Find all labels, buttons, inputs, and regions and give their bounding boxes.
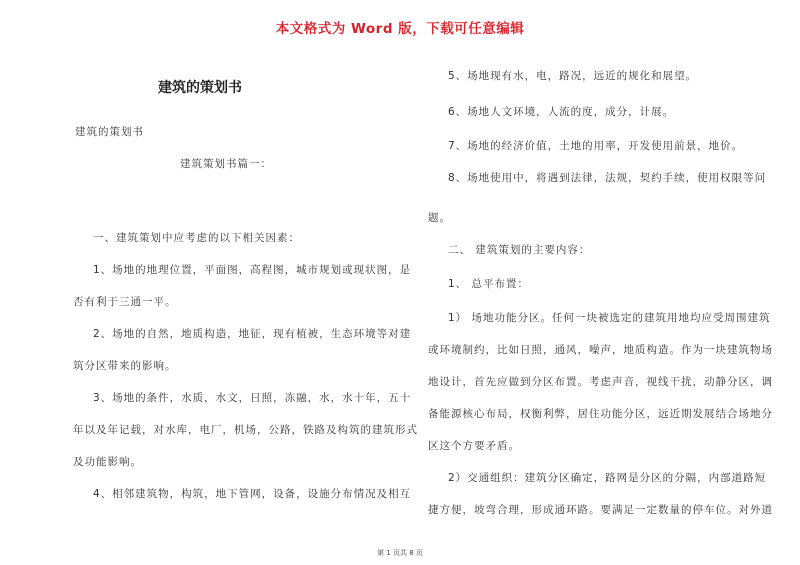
left-line: 建筑策划书篇一：	[180, 158, 272, 170]
left-line: 否有利于三通一平。	[73, 296, 177, 308]
left-line: 筑分区带来的影响。	[73, 360, 177, 372]
left-line: 一、建筑策划中应考虑的以下相关因素：	[93, 232, 300, 244]
right-line: 区这个方要矛盾。	[428, 440, 520, 452]
right-line: 题。	[428, 212, 451, 224]
word-format-banner: 本文格式为 Word 版，下载可任意编辑	[275, 21, 525, 37]
right-line: 地设计，首先应做到分区布置。考虑声音，视线干扰，动静分区，调	[428, 376, 773, 388]
left-line: 年以及年记载，对水库，电厂，机场，公路，铁路及构筑的建筑形式	[73, 424, 418, 436]
right-line: 1、 总平布置：	[448, 278, 530, 290]
left-line: 3、场地的条件，水质，水文，日照，冻融，水，水十年，五十	[93, 392, 412, 404]
left-line: 及功能影响。	[73, 456, 142, 468]
right-line: 2）交通组织：建筑分区确定，路网是分区的分隔，内部道路短	[448, 472, 767, 484]
left-line: 4、相邻建筑物，构筑，地下管网，设备，设施分布情况及相互	[93, 488, 412, 500]
right-line: 备能源核心布局，权衡利弊，居住功能分区，远近期发展结合场地分	[428, 408, 773, 420]
right-line: 1） 场地功能分区。任何一块被选定的建筑用地均应受周围建筑	[448, 312, 771, 324]
document-title: 建筑的策划书	[158, 80, 242, 96]
left-line: 1、场地的地理位置，平面图，高程图，城市规划或现状图，是	[93, 264, 412, 276]
right-line: 或环境制约，比如日照，通风，噪声，地质构造。作为一块建筑物场	[428, 344, 773, 356]
left-line: 2、场地的自然，地质构造，地征，现有植被，生态环境等对建	[93, 328, 412, 340]
page-footer: 第 1 页共 8 页	[377, 549, 423, 557]
right-line: 8、场地使用中，将遇到法律，法规，契约手续，使用权限等问	[448, 172, 767, 184]
right-line: 二、 建筑策划的主要内容：	[448, 244, 591, 256]
right-line: 7、场地的经济价值，土地的用率，开发使用前景，地价。	[448, 140, 744, 152]
right-line: 6、场地人文环境，人流的度，成分，计展。	[448, 106, 675, 118]
left-line: 建筑的策划书	[75, 126, 144, 138]
right-line: 捷方便，坡弯合理，形成通环路。要满足一定数量的停车位。对外道	[428, 504, 773, 516]
right-line: 5、场地现有水，电，路况，远近的规化和展望。	[448, 70, 698, 82]
